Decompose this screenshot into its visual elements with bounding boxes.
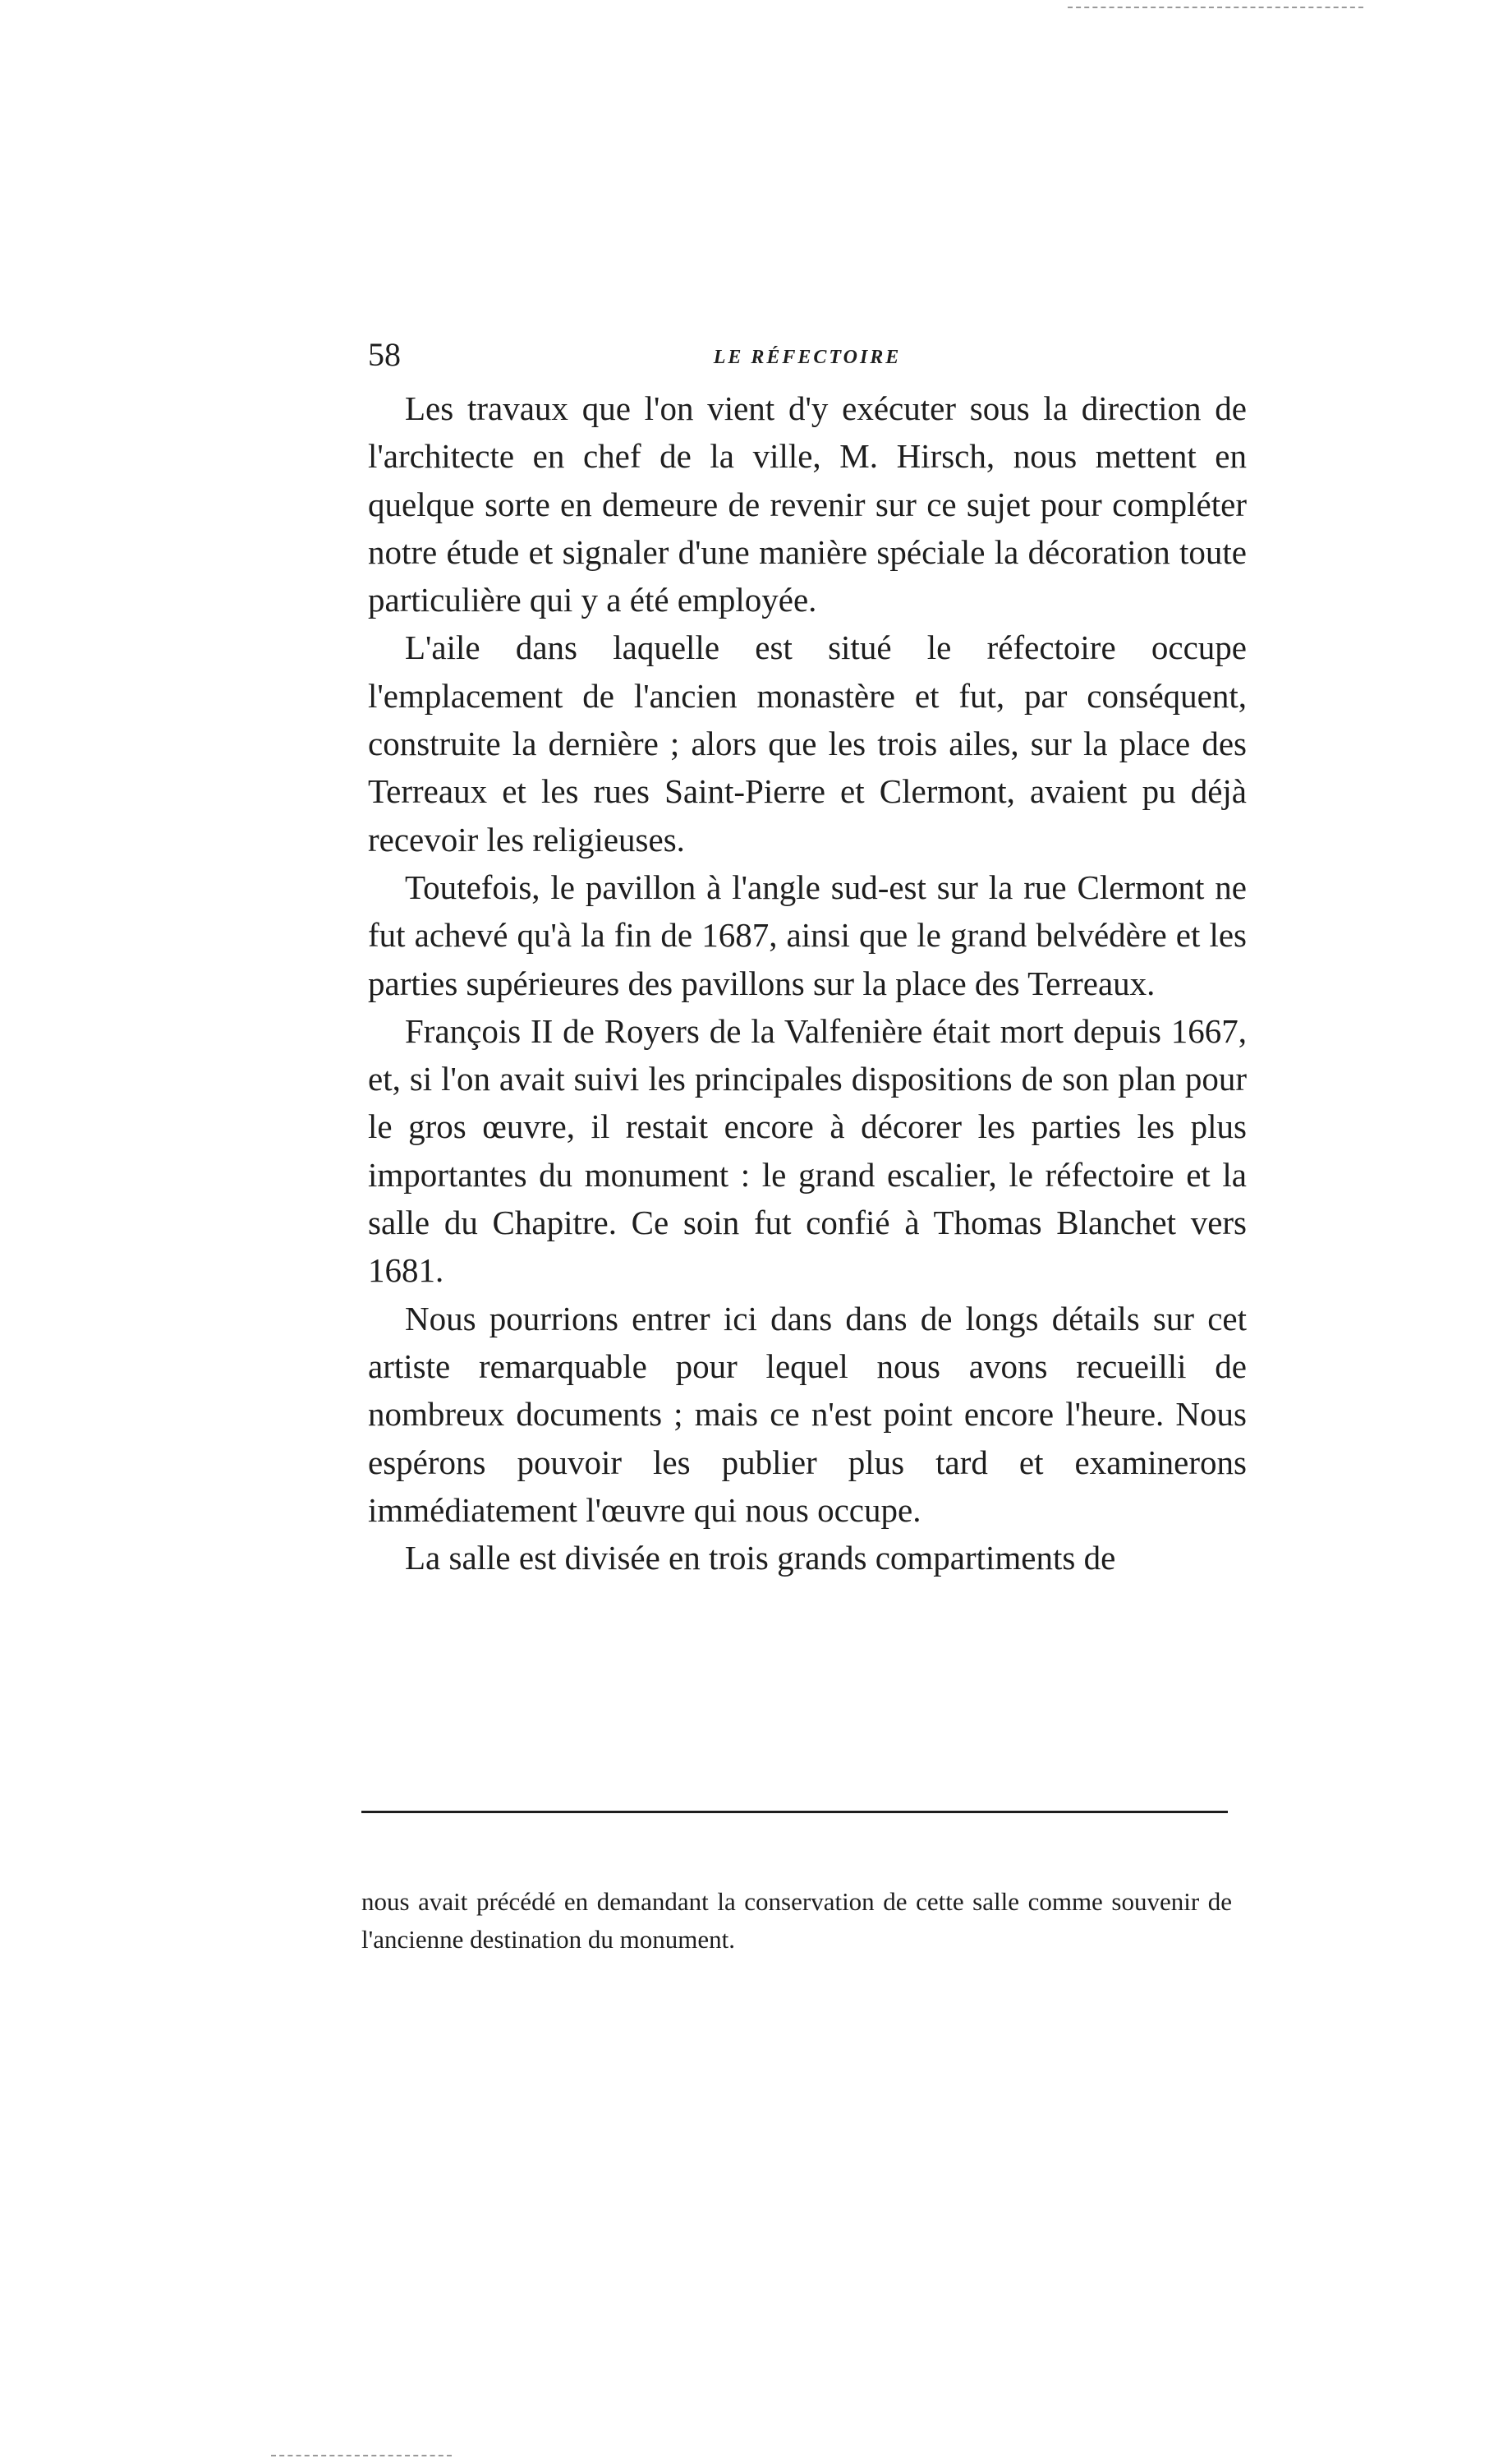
paragraph: L'aile dans laquelle est situé le réfectoire occupe l'emplacement de l'ancien monastère et fut, par conséquent, construite la dernière ; alors que les trois ailes, sur la place des Terreaux et les rues Saint-Pierre et Clermont, avaient pu déjà recevoir les religieuses. xyxy=(368,628,1247,859)
footnote xyxy=(361,1883,1232,1959)
running-head xyxy=(368,335,1247,384)
footnote-rule xyxy=(361,1811,1228,1813)
scan-mark-top xyxy=(1068,7,1363,8)
paragraph: François II de Royers de la Valfenière était mort depuis 1667, et, si l'on avait suivi les principales dispositions de son plan pour le gros œuvre, il restait encore à décorer les parties les plus importantes du monument : le grand escalier, le réfectoire et la salle du Chapitre. Ce soin fut confié à Thomas Blanchet vers 1681. xyxy=(368,1011,1247,1290)
paragraph: La salle est divisée en trois grands compartiments de xyxy=(405,1539,1116,1577)
page-number: 58 xyxy=(368,336,401,373)
paragraph: Toutefois, le pavillon à l'angle sud-est sur la rue Clermont ne fut achevé qu'à la fin de 1687, ainsi que le grand belvédère et les parties supérieures des pavillons sur la place des Terreaux. xyxy=(368,868,1247,1002)
footnote-text: nous avait précédé en demandant la conservation de cette salle comme souvenir de l'ancienne destination du monument. xyxy=(361,1887,1232,1954)
scan-mark-bottom xyxy=(271,2455,452,2456)
running-title: LE RÉFECTOIRE xyxy=(713,347,902,368)
paragraph: Les travaux que l'on vient d'y exécuter sous la direction de l'architecte en chef de la ville, M. Hirsch, nous mettent en quelque sorte en demeure de revenir sur ce sujet pour compléter notre étude et signaler d'une manière spéciale la décoration toute particulière qui y a été employée. xyxy=(368,389,1247,619)
body-text xyxy=(368,384,1247,1581)
paragraph: Nous pourrions entrer ici dans dans de longs détails sur cet artiste remarquable pour lequel nous avons recueilli de nombreux documents ; mais ce n'est point encore l'heure. Nous espérons pouvoir les publier plus tard et examinerons immédiatement l'œuvre qui nous occupe. xyxy=(368,1299,1247,1529)
